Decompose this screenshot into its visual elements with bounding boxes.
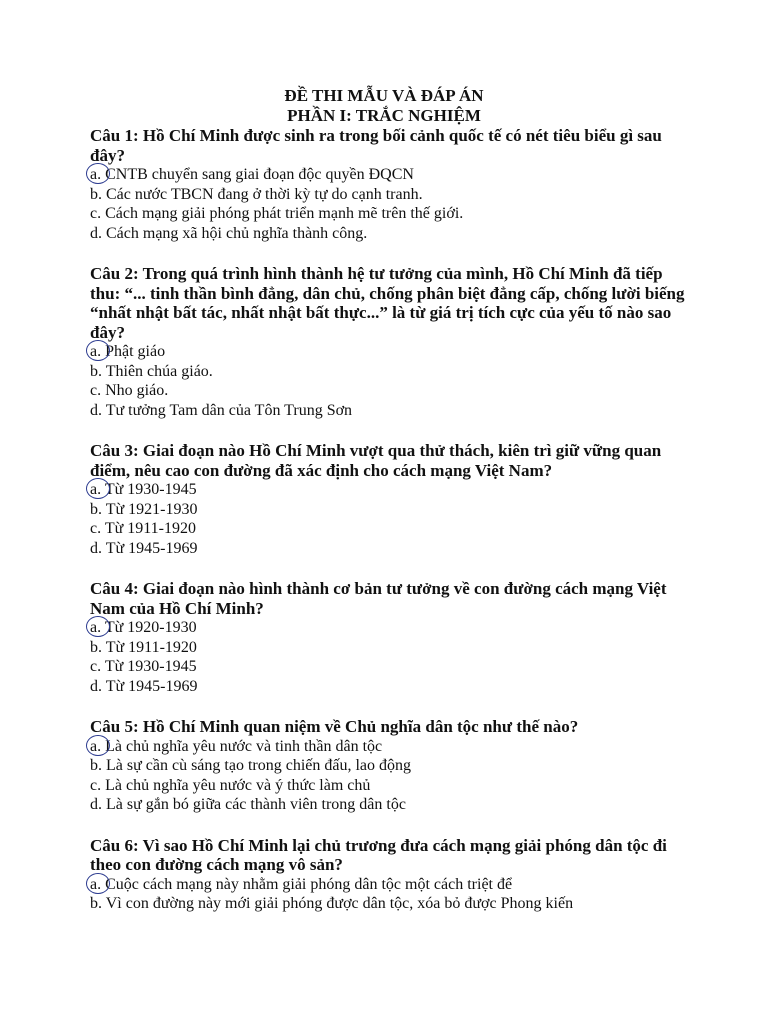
option-letter [90,500,102,520]
answer-option [90,657,690,677]
answer-option [90,500,690,520]
option-letter [90,342,101,362]
option-text: Từ 1920-1930 [104,619,197,636]
option-letter-text: b. [90,362,102,380]
answer-option [90,677,690,697]
option-letter [90,204,101,224]
option-text: Là sự gắn bó giữa các thành viên trong dân tộc [106,796,406,813]
option-letter-text: c. [90,382,102,399]
option-text: Là sự cần cù sáng tạo trong chiến đấu, lao động [106,757,412,774]
answer-option [90,342,690,362]
option-letter-text: c. [90,520,102,537]
question-text: Câu 4: Giai đoạn nào hình thành cơ bản tư tưởng về con đường cách mạng Việt Nam của Hồ Chí Minh? [90,579,667,618]
answer-option [90,519,690,539]
answer-circle-mark [86,873,110,894]
option-letter [90,185,102,205]
answer-option [90,795,690,815]
question-4 [90,579,690,696]
option-letter [90,539,102,559]
option-letter-text: b. [90,757,102,774]
option-letter-text: c. [90,205,102,222]
option-text: Từ 1911-1920 [105,638,197,656]
answer-option [90,165,690,185]
answer-option [90,875,690,895]
option-letter-text: b. [90,895,102,912]
answer-option [90,618,690,638]
option-letter-text: a. [90,166,102,183]
option-text: Từ 1911-1920 [104,520,197,537]
option-letter-text: a. [90,619,102,636]
option-text: Từ 1945-1969 [105,677,198,695]
option-letter [90,795,102,815]
answer-option [90,224,690,244]
option-text: Cuộc cách mạng này nhằm giải phóng dân tộc một cách triệt để [105,875,513,893]
answer-option [90,776,690,796]
answer-option [90,185,690,205]
option-text: Từ 1945-1969 [105,539,198,557]
option-letter [90,737,101,757]
option-letter-text: d. [90,677,102,695]
option-letter-text: b. [90,185,102,203]
option-letter [90,519,101,539]
option-text: Là chủ nghĩa yêu nước và tinh thần dân tộc [105,737,383,755]
option-text: Nho giáo. [105,382,169,399]
option-letter [90,894,102,914]
option-letter-text: b. [90,500,102,518]
answer-option [90,894,690,914]
option-letter [90,381,101,401]
answer-option [90,539,690,559]
option-text: Cách mạng giải phóng phát triển mạnh mẽ trên thế giới. [105,205,464,222]
option-letter-text: a. [90,875,102,893]
option-text: Từ 1930-1945 [104,481,197,498]
option-letter [90,638,102,658]
option-letter-text: a. [90,737,102,755]
question-3 [90,441,690,558]
option-letter-text: d. [90,796,102,813]
answer-option [90,362,690,382]
option-text: Từ 1921-1930 [105,500,198,518]
question-text: Câu 6: Vì sao Hồ Chí Minh lại chủ trương đưa cách mạng giải phóng dân tộc đi theo con đường cách mạng vô sản? [90,835,667,874]
option-text: Thiên chúa giáo. [105,362,213,380]
question-5 [90,717,690,815]
answer-option [90,204,690,224]
question-list [90,126,690,935]
answer-circle-mark [86,616,110,637]
answer-circle-mark [86,735,110,756]
document-title: ĐỀ THI MẪU VÀ ĐÁP ÁN [284,86,484,105]
answer-option [90,756,690,776]
option-letter-text: d. [90,539,102,557]
option-letter-text: b. [90,638,102,656]
answer-option [90,737,690,757]
answer-circle-mark [86,163,110,184]
answer-circle-mark [86,340,110,361]
option-text: Tư tưởng Tam dân của Tôn Trung Sơn [105,401,353,419]
option-text: Vì con đường này mới giải phóng được dân tộc, xóa bỏ được Phong kiến [105,895,574,912]
question-1 [90,126,690,243]
option-letter [90,401,102,421]
option-letter-text: a. [90,343,102,360]
option-letter-text: d. [90,401,102,419]
option-letter [90,776,101,796]
option-text: Phật giáo [105,343,166,360]
option-text: Cách mạng xã hội chủ nghĩa thành công. [106,224,368,242]
option-letter-text: d. [90,224,102,242]
option-letter-text: a. [90,481,102,498]
option-text: CNTB chuyển sang giai đoạn độc quyền ĐQCN [105,166,414,183]
option-letter [90,677,102,697]
section-heading: PHẦN I: TRẮC NGHIỆM [287,106,481,125]
answer-option [90,381,690,401]
answer-option [90,401,690,421]
question-text: Câu 3: Giai đoạn nào Hồ Chí Minh vượt qua thử thách, kiên trì giữ vững quan điểm, nêu cao con đường đã xác định cho cách mạng Việt Nam? [90,441,662,480]
option-letter [90,756,102,776]
option-letter [90,362,102,382]
option-text: Các nước TBCN đang ở thời kỳ tự do cạnh tranh. [106,185,423,203]
option-letter [90,165,101,185]
question-2 [90,264,690,420]
option-text: Từ 1930-1945 [104,658,197,675]
option-letter [90,480,101,500]
question-text: Câu 5: Hồ Chí Minh quan niệm về Chủ nghĩa dân tộc như thế nào? [90,717,579,736]
question-6 [90,836,690,914]
answer-option [90,480,690,500]
option-letter-text: c. [90,658,102,675]
option-letter [90,618,101,638]
option-letter [90,875,101,895]
answer-option [90,638,690,658]
question-text: Câu 2: Trong quá trình hình thành hệ tư tưởng của mình, Hồ Chí Minh đã tiếp thu: “... tinh thần bình đẳng, dân chủ, chống phân biệt đẳng cấp, chống lười biếng “nhất nhật bất tác, nhất nhật bất thực...” là từ giá trị tích cực của yếu tố nào sao đây? [90,264,685,342]
question-text: Câu 1: Hồ Chí Minh được sinh ra trong bối cảnh quốc tế có nét tiêu biểu gì sau đây? [90,126,662,165]
option-letter-text: c. [90,776,102,794]
option-text: Là chủ nghĩa yêu nước và ý thức làm chủ [105,776,371,794]
option-letter [90,657,101,677]
answer-circle-mark [86,478,110,499]
option-letter [90,224,102,244]
